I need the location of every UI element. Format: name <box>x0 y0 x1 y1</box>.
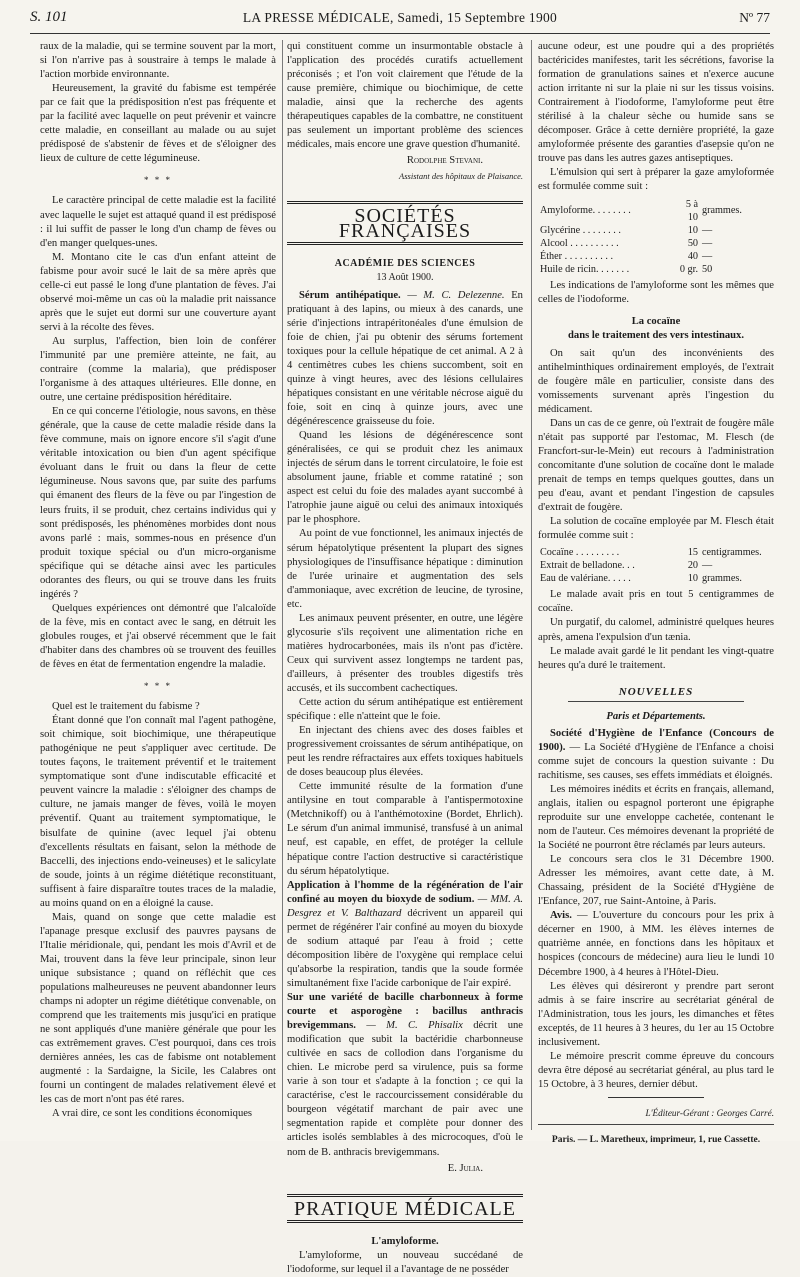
editor-gerant: L'Éditeur-Gérant : Georges Carré. <box>645 1107 774 1118</box>
paragraph <box>287 879 523 991</box>
paragraph: Quand les lésions de dégénérescence sont généralisées, ce qui se produit chez les animaux injectés de sérum dans le torrent circulatoire, le foie est absolument jaune, friable et comme ratatiné ; son aspect est celui du foie des malades ayant succombé à l'atrophie jaune aiguë ou celui des animaux intoxiqués par le phosphore. <box>287 430 523 526</box>
variety-author: — M. C. Phisalix <box>366 1020 463 1032</box>
cocaine-heading: La cocaïne <box>631 315 681 327</box>
paragraph: Le caractère principal de cette maladie est la facilité avec laquelle le sujet est attaqué quand il est prédisposé : il lui suffit de passer le long d'un champ de fèves ou d'en manger quelques-unes. <box>40 195 276 249</box>
paragraph: Cette immunité résulte de la formation d'une antilysine en tout comparable à l'antispermotoxine (Metchnikoff) ou à l'anthémotoxine (Bordet, Ehrlich). Le sérum d'un animal immunisé, transfusé à un animal neuf, est capable, en effet, de protéger la cellule hépatique contre l'action destructive si caractéristique du sérum hépatolytique. <box>287 781 523 877</box>
recipe-row <box>538 250 774 263</box>
societe-heading: Société d'Hygiène de l'Enfance (Concours de 1900). <box>538 727 774 753</box>
paragraph: On sait qu'un des inconvénients des antihelminthiques ordinairement employés, de l'extrait de fougère mâle en particulier, consiste dans des vomissements survenant après l'ingestion du médicament. <box>538 347 774 415</box>
paragraph: Le concours sera clos le 31 Décembre 1900. Adresser les mémoires, avant cette date, à M. Chassaing, président de la Société d'Hygiène de l'Enfance, 207, rue Saint-Antoine, à Paris. <box>538 854 774 908</box>
unit: grammes. <box>702 205 742 217</box>
ingredient: Éther . . . . . . . . . . <box>540 250 613 262</box>
paragraph: Mais, quand on songe que cette maladie est l'apanage presque exclusif des pauvres paysans de l'Italie méridionale, qui, pendant les mois d'Avril et de Mai, trouvent dans la fève leur principale, sinon leur unique subsistance ; quand on réfléchit que ces populations malheureuses ne peuvent abandonner leurs champs ni adopter un régime diététique convenable, on comprend que les traitements mis jusqu'ici en pratique ne sont appliqués d'une manière générale que pour les cas extrêmement graves. C'est pourquoi, dans ces trois dernières années, les cas de fabisme ont notablement augmenté : la Sardaigne, la Sicile, les Calabres ont fourni un contingent de malades relativement élevé et les cas de mort n'ont pas été rares. <box>40 911 276 1106</box>
paragraph: Les animaux peuvent présenter, en outre, une légère glycosurie s'ils reçoivent une alimentation riche en matières hydrocarbonées, mais ils n'ont pas d'ictère. Ceux qui survivent assez longtemps ne tardent pas, d'ailleurs, à présenter des troubles digestifs très accusés, et ils succombent cachectiques. <box>287 612 523 694</box>
unit: — <box>702 250 713 262</box>
unit: — <box>702 237 713 249</box>
section-stars: * * * <box>144 175 172 186</box>
unit: grammes. <box>702 573 742 585</box>
recipe-row <box>538 237 774 250</box>
paragraph: A vrai dire, ce sont les conditions économiques <box>52 1108 253 1120</box>
ingredient: Glycérine . . . . . . . . <box>540 224 621 236</box>
author-role: Assistant des hôpitaux de Plaisance. <box>399 171 523 182</box>
quantity: 5 à 10 <box>685 198 698 223</box>
ingredient: Huile de ricin. . . . . . . <box>540 263 630 275</box>
recipe-row <box>538 224 774 237</box>
avis-heading: Avis. <box>550 910 572 922</box>
paragraph: qui constituent comme un insurmontable obstacle à l'application des procédés curatifs actuellement préconisés ; et l'on voit clairement que l'étude de la cause première, chimique ou biochimique, de cette maladie, ainsi que la recherche des agents thérapeutiques capables de la combattre, ne constituent pas seulement un important problème des sciences médicales, mais encore une grave question d'humanité. <box>287 41 523 151</box>
page-number: S. 101 <box>30 9 68 25</box>
printer-line: Paris. — L. Maretheux, imprimeur, 1, rue Cassette. <box>538 1124 774 1147</box>
paragraph: Le malade avait gardé le lit pendant les vingt-quatre heures qu'a duré le traitement. <box>538 645 774 671</box>
closing-rule <box>608 1097 704 1098</box>
paragraph: raux de la maladie, qui se termine souvent par la mort, si l'on n'arrive pas à soustraire à temps le malade à l'action morbide environnante. <box>40 41 276 81</box>
session-date: 13 Août 1900. <box>376 271 434 283</box>
nouvelles-heading: NOUVELLES <box>618 685 694 698</box>
page-header <box>30 7 770 31</box>
recipe-table-amyloforme <box>538 198 774 276</box>
academie-heading: ACADÉMIE DES SCIENCES <box>334 257 476 269</box>
paragraph: Quel est le traitement du fabisme ? <box>52 701 200 713</box>
journal-title: LA PRESSE MÉDICALE, Samedi, 15 Septembre 1900 <box>242 10 558 25</box>
unit: 50 <box>702 263 713 275</box>
paragraph <box>287 289 523 429</box>
variety-text: décrit une modification que subit la bactéridie charbonneuse cultivée en sacs de collodion dans l'organisme du chien. Le microbe perd sa virulence, puis sa forme varie à son tour et s'adapte à la fonction ; ce qui la caractérise, c'est le raccourcissement considérable du bourgeon végétatif marchant de pair avec une segmentation rapide et complète pour donner des articles isolés semblables à des microcoques, d'où le nom de B. anthracis brevigemmans. <box>287 1020 523 1158</box>
paragraph: Un purgatif, du calomel, administré quelques heures après, amena l'expulsion d'un tænia. <box>538 617 774 643</box>
paragraph: Au surplus, l'affection, bien loin de conférer l'immunité par une première atteinte, ne fait, au contraire (comme la malaria), que prédisposer l'organisme à des attaques ultérieures. Elle donne, en outre, une certaine prédisposition héréditaire. <box>40 335 276 404</box>
application-text: décrivent un appareil qui permet de régénérer l'air confiné au moyen du bioxyde de sodium attaqué par l'eau à froid ; cette décomposition libère de l'oxygène qui remplace celui qu'absorbe la respiration, tandis que la soude formée simultanément fixe l'acide carbonique de l'air expiré. <box>287 907 523 989</box>
paragraph: Le mémoire prescrit comme épreuve du concours devra être déposé au secrétariat général, au plus tard le 15 Octobre, à 3 heures, dernier début. <box>538 1050 774 1090</box>
paragraph <box>538 727 774 783</box>
serum-text: En pratiquant à des lapins, ou mieux à des canards, une série d'injections intrapéritonéales d'une émulsion de foie de chien, j'ai pu obtenir des sérums fortement toxiques pour la cellule hépatique de cet animal. A 2 à 4 centimètres cubes les chiens succombent, soit en quinze à vingt heures, avec des lésions cellulaires hépatiques consistant en une véritable nécrose aiguë du foie, soit en cinq à quinze jours, avec une dégénérescence graisseuse du foie. <box>287 289 523 428</box>
avis-text: — L'ouverture du concours pour les prix à décerner en 1900, à MM. les élèves internes de quatrième année, en fonctions dans les hôpitaux et hospices (concours de médecine) aura lieu le lundi 10 Décembre 1900, à 4 heures à l'Hôtel-Dieu. <box>538 910 774 978</box>
paragraph: Cette action du sérum antihépatique est entièrement spécifique : elle n'atteint que le foie. <box>287 697 523 723</box>
section-title-societes: SOCIÉTÉS FRANÇAISES <box>287 201 523 244</box>
quantity: 15 <box>687 547 698 559</box>
quantity: 20 <box>687 560 698 572</box>
paragraph: L'amyloforme, un nouveau succédané de l'iodoforme, sur lequel il a l'avantage de ne posséder <box>287 1249 523 1275</box>
variety-heading: Sur une variété de bacille charbonneux à forme courte et asporogène : bacillus anthracis brevigemmans. <box>287 992 523 1032</box>
amyloforme-heading: L'amyloforme. <box>371 1235 439 1247</box>
recipe-row <box>538 263 774 276</box>
paragraph: Au point de vue fonctionnel, les animaux injectés de sérum hépatolytique présentent la plupart des signes physiologiques de l'insuffisance hépatique : diminution de l'urée urinaire et augmentation des sels d'ammoniaque, avec excrétion de leucine, de tyrosine, etc. <box>287 528 523 610</box>
paragraph: M. Montano cite le cas d'un enfant atteint de fabisme pour avoir sucé le lait de sa mère après que celle-ci eut passé le long d'une plantation de fèves. J'ai observé moi-même un cas où la maladie prit naissance après que le sujet eut dormi sur une couverture ayant servi à la récolte des fèves. <box>40 251 276 333</box>
paragraph: La solution de cocaïne employée par M. Flesch était formulée comme suit : <box>538 516 774 542</box>
paragraph: Les indications de l'amyloforme sont les mêmes que celles de l'iodoforme. <box>538 279 774 305</box>
quantity: 40 <box>687 250 698 262</box>
column-2 <box>287 40 524 1275</box>
paragraph: Quelques expériences ont démontré que l'alcaloïde de la fève, mis en contact avec le sang, en détruit les globules rouges, et j'ai observé récemment que le fait d'habiter dans des chambres où se trouvent des feuilles de fèves en état de fermentation engendre la maladie. <box>40 602 276 671</box>
paragraph: Heureusement, la gravité du fabisme est tempérée par ce fait que la prédisposition n'est pas fréquente et par la facilité avec laquelle on peut prévenir et vaincre cette maladie, en conseillant au malade ou au sujet prédisposé de s'abstenir de fèves et de s'éloigner des lieux de culture de cette légumineuse. <box>40 83 276 165</box>
column-divider <box>282 40 283 1130</box>
application-heading: Application à l'homme de la régénération de l'air confiné au moyen du bioxyde de sodium. <box>287 879 523 905</box>
paragraph: aucune odeur, est une poudre qui a des propriétés bactéricides manifestes, tarit les sécrétions, favorise la formation de granulations saines et n'exerce aucune action irritante ni sur la plaie ni sur les tissus voisins. Contrairement à l'iodoforme, l'amyloforme peut être stérilisé à la chaleur sèche ou humide sans se décomposer. Grâce à cette dernière propriété, la gaze amyloformée présente des garanties d'asepsie qu'on ne trouve pas dans les autres gazes antiseptiques. <box>538 41 774 165</box>
recipe-row <box>538 572 774 585</box>
recipe-table-cocaine <box>538 546 774 585</box>
ingredient: Eau de valériane. . . . . <box>540 573 631 585</box>
heading-rule <box>568 701 744 702</box>
author-signature: E. Julia. <box>447 1162 483 1174</box>
recipe-row <box>538 546 774 559</box>
serum-heading: Sérum antihépatique. <box>299 289 401 301</box>
quantity: 10 <box>687 573 698 585</box>
quantity: 0 gr. <box>679 263 698 275</box>
serum-author: — M. C. Delezenne. <box>407 289 505 301</box>
column-3 <box>538 40 775 1145</box>
paragraph: Le malade avait pris en tout 5 centigrammes de cocaïne. <box>538 589 774 615</box>
section-stars: * * * <box>144 681 172 692</box>
recipe-row <box>538 559 774 572</box>
unit: — <box>702 224 713 236</box>
cocaine-subheading: dans le traitement des vers intestinaux. <box>568 329 744 341</box>
section-title-pratique: PRATIQUE MÉDICALE <box>287 1194 523 1223</box>
unit: — <box>702 560 713 572</box>
column-divider <box>531 40 532 1130</box>
unit: centigrammes. <box>702 547 762 559</box>
header-rule <box>30 33 770 34</box>
paragraph <box>287 991 523 1160</box>
column-1 <box>40 40 276 1130</box>
quantity: 10 <box>687 224 698 236</box>
author-signature: Rodolphe Stevani. <box>406 155 483 167</box>
ingredient: Extrait de belladone. . . <box>540 560 635 572</box>
ingredient: Cocaïne . . . . . . . . . <box>540 547 620 559</box>
ingredient: Alcool . . . . . . . . . . <box>540 237 619 249</box>
application-author: — MM. A. Desgrez et V. Balthazard <box>287 893 523 919</box>
issue-number: Nº 77 <box>739 10 770 25</box>
paragraph: Les mémoires inédits et écrits en français, allemand, anglais, italien ou espagnol porteront une épigraphe reproduite sur une enveloppe cachetée, contenant le nom de l'auteur. Ces mémoires devenant la propriété de la Société ne pourront être réclamés par leurs auteurs. <box>538 783 774 852</box>
paragraph: En injectant des chiens avec des doses faibles et progressivement croissantes de sérum antihépatique, on peut les rendre réfractaires aux effets toxiques habituels de doses beaucoup plus élevées. <box>287 725 524 779</box>
paragraph <box>538 909 774 979</box>
paragraph: Les élèves qui désireront y prendre part seront admis à se faire inscrire au secrétariat général de l'Administration, tous les jours, les dimanches et fêtes exceptés, de 11 heures à 3 heures, du 1er au 15 Octobre inclusivement. <box>538 980 774 1048</box>
societe-text: — La Société d'Hygiène de l'Enfance a choisi comme sujet de concours la question suivante : Du rachitisme, ses causes, ses effets immédiats et éloignés. <box>538 741 775 781</box>
ingredient: Amyloforme. . . . . . . . <box>540 205 631 217</box>
recipe-row <box>538 198 774 224</box>
paris-heading: Paris et Départements. <box>606 710 706 722</box>
paragraph: Étant donné que l'on connaît mal l'agent pathogène, soit chimique, soit biochimique, une thérapeutique pathogénique ne peut s'appliquer avec certitude. De toutes façons, le traitement préventif et le traitement symptomatique sont d'une indiscutable efficacité et peuvent vaincre la maladie : s'éloigner des champs de culture, ne jamais manger de fèves, voilà le moyen préventif. Quant au traitement symptomatique, le bisulfate de quinine (avec lequel j'ai obtenu d'excellents résultats en faisant, selon la méthode de Baccelli, des injections endo-veineuses) et le salicylate de soude, joints à un régime diététique reconstituant, suffisent à faire disparaître toutes traces de la maladie, au moins quand on en a éloigné la cause. <box>40 715 276 909</box>
paragraph: En ce qui concerne l'étiologie, nous savons, en thèse générale, que la cause de cette maladie réside dans la fève commune, mais on ignore encore s'il s'agit d'une véritable intoxication ou bien d'un agent spécifique évoluant dans le fruit ou dans la fleur de cette légumineuse. Nous savons que, par suite des parfums qui émanent des fleurs de la fève ou par l'ingestion de leurs fruits, il se produit, chez certains individus qui y sont prédisposés, les phénomènes morbides dont nous avons parlé : mais, sommes-nous en présence d'un produit toxique spécial ou d'un micro-organisme spécifique qui se détache ainsi avec les particules odorantes des fleurs, ou qui se trouve dans les fruits ingérés ? <box>40 406 276 600</box>
quantity: 50 <box>687 237 698 249</box>
paragraph: L'émulsion qui sert à préparer la gaze amyloformée est formulée comme suit : <box>538 167 774 193</box>
paragraph: Dans un cas de ce genre, où l'extrait de fougère mâle n'était pas supporté par l'estomac, M. Flesch (de Francfort-sur-le-Mein) eut recours à l'administration concomitante d'une solution de cocaïne dont le malade prenait de temps en temps quelques gouttes, dans un peu d'eau, avant et pendant l'ingestion de capsules d'extrait de fougère. <box>538 417 774 514</box>
